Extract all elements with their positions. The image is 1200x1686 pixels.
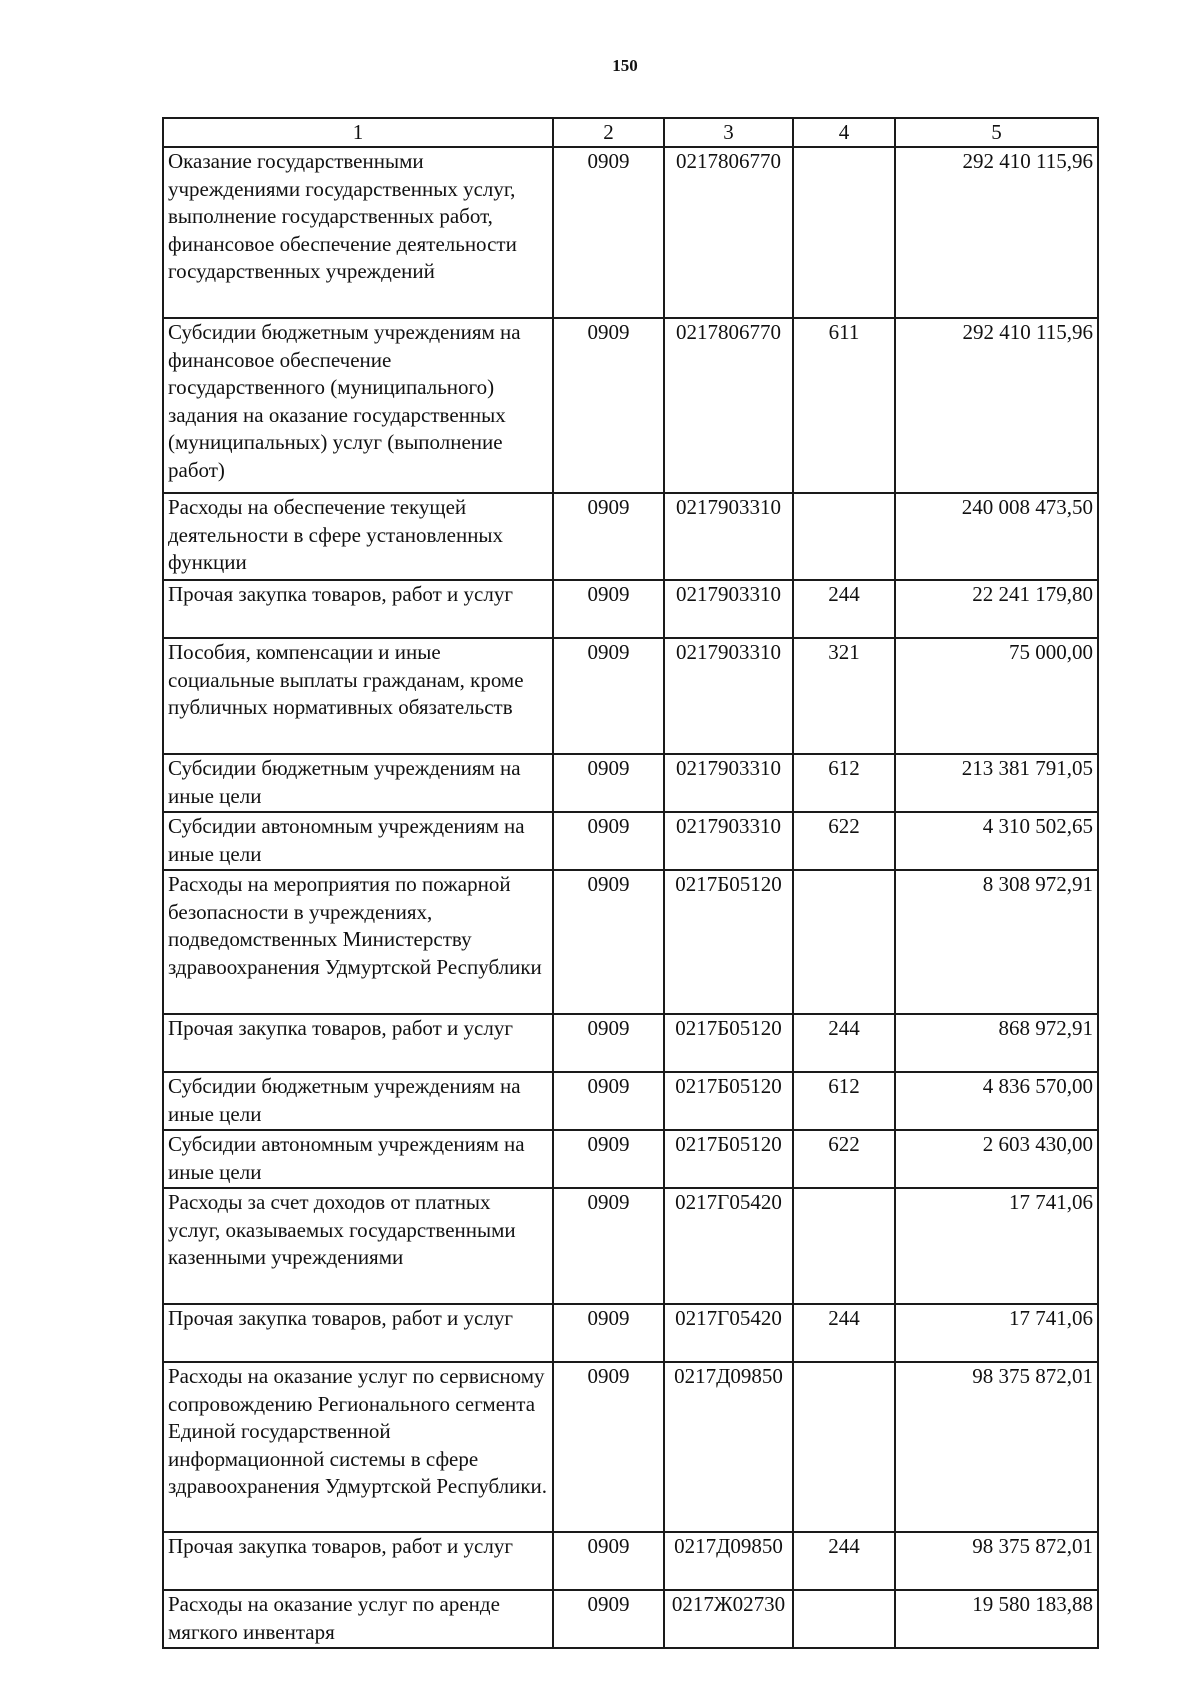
amount: 2 603 430,00 (895, 1130, 1098, 1188)
header-row (163, 118, 1098, 147)
target-code: 0217903310 (664, 493, 793, 580)
table-row (163, 870, 1098, 1014)
expense-name: Прочая закупка товаров, работ и услуг (163, 1014, 553, 1072)
expense-name: Субсидии бюджетным учреждениям на иные цели (163, 1072, 553, 1130)
amount: 292 410 115,96 (895, 318, 1098, 493)
expense-type (793, 1188, 895, 1304)
table-row (163, 1304, 1098, 1362)
expense-name: Субсидии бюджетным учреждениям на иные цели (163, 754, 553, 812)
column-header: 2 (553, 118, 664, 147)
section-code: 0909 (553, 493, 664, 580)
amount: 4 310 502,65 (895, 812, 1098, 870)
table-row (163, 580, 1098, 638)
budget-table (162, 117, 1099, 1649)
target-code: 0217Г05420 (664, 1304, 793, 1362)
section-code: 0909 (553, 638, 664, 754)
target-code: 0217Б05120 (664, 870, 793, 1014)
expense-type (793, 147, 895, 318)
expense-type (793, 1590, 895, 1648)
table-row (163, 1014, 1098, 1072)
expense-type (793, 870, 895, 1014)
table-row (163, 1130, 1098, 1188)
table-row (163, 147, 1098, 318)
page-number: 150 (612, 56, 638, 75)
table-row (163, 1072, 1098, 1130)
section-code: 0909 (553, 318, 664, 493)
expense-type (793, 1362, 895, 1532)
section-code: 0909 (553, 1304, 664, 1362)
expense-name: Расходы за счет доходов от платных услуг, оказываемых государственными казенными учреждениями (163, 1188, 553, 1304)
target-code: 0217Д09850 (664, 1362, 793, 1532)
amount: 98 375 872,01 (895, 1362, 1098, 1532)
section-code: 0909 (553, 754, 664, 812)
amount: 22 241 179,80 (895, 580, 1098, 638)
expense-name: Прочая закупка товаров, работ и услуг (163, 1532, 553, 1590)
table-row (163, 1590, 1098, 1648)
column-header: 4 (793, 118, 895, 147)
section-code: 0909 (553, 580, 664, 638)
amount: 213 381 791,05 (895, 754, 1098, 812)
target-code: 0217903310 (664, 638, 793, 754)
amount: 17 741,06 (895, 1304, 1098, 1362)
column-header: 5 (895, 118, 1098, 147)
section-code: 0909 (553, 1072, 664, 1130)
expense-name: Прочая закупка товаров, работ и услуг (163, 1304, 553, 1362)
amount: 8 308 972,91 (895, 870, 1098, 1014)
expense-type: 244 (793, 1532, 895, 1590)
table-row (163, 1532, 1098, 1590)
target-code: 0217Б05120 (664, 1014, 793, 1072)
section-code: 0909 (553, 1590, 664, 1648)
expense-type: 612 (793, 1072, 895, 1130)
expense-name: Оказание государственными учреждениями государственных услуг, выполнение государственных работ, финансовое обеспечение деятельности государственных учреждений (163, 147, 553, 318)
target-code: 0217903310 (664, 812, 793, 870)
expense-name: Пособия, компенсации и иные социальные выплаты гражданам, кроме публичных нормативных обязательств (163, 638, 553, 754)
section-code: 0909 (553, 1014, 664, 1072)
section-code: 0909 (553, 147, 664, 318)
expense-type: 612 (793, 754, 895, 812)
amount: 98 375 872,01 (895, 1532, 1098, 1590)
expense-name: Субсидии автономным учреждениям на иные цели (163, 1130, 553, 1188)
expense-type: 244 (793, 1014, 895, 1072)
table-row (163, 493, 1098, 580)
expense-name: Расходы на мероприятия по пожарной безопасности в учреждениях, подведомственных Министерству здравоохранения Удмуртской Республики (163, 870, 553, 1014)
section-code: 0909 (553, 1532, 664, 1590)
table-row (163, 1188, 1098, 1304)
expense-type (793, 493, 895, 580)
expense-name: Субсидии бюджетным учреждениям на финансовое обеспечение государственного (муниципального) задания на оказание государственных (муниципальных) услуг (выполнение работ) (163, 318, 553, 493)
expense-type: 622 (793, 812, 895, 870)
target-code: 0217Б05120 (664, 1130, 793, 1188)
target-code: 0217903310 (664, 580, 793, 638)
table-row (163, 638, 1098, 754)
table-row (163, 812, 1098, 870)
expense-name: Прочая закупка товаров, работ и услуг (163, 580, 553, 638)
amount: 17 741,06 (895, 1188, 1098, 1304)
target-code: 0217Б05120 (664, 1072, 793, 1130)
expense-type: 622 (793, 1130, 895, 1188)
section-code: 0909 (553, 1130, 664, 1188)
expense-name: Расходы на оказание услуг по аренде мягкого инвентаря (163, 1590, 553, 1648)
section-code: 0909 (553, 812, 664, 870)
column-header: 1 (163, 118, 553, 147)
section-code: 0909 (553, 870, 664, 1014)
amount: 292 410 115,96 (895, 147, 1098, 318)
amount: 75 000,00 (895, 638, 1098, 754)
target-code: 0217Г05420 (664, 1188, 793, 1304)
target-code: 0217806770 (664, 318, 793, 493)
target-code: 0217806770 (664, 147, 793, 318)
column-header: 3 (664, 118, 793, 147)
expense-name: Субсидии автономным учреждениям на иные цели (163, 812, 553, 870)
expense-type: 244 (793, 1304, 895, 1362)
table-row (163, 318, 1098, 493)
table-row (163, 1362, 1098, 1532)
amount: 4 836 570,00 (895, 1072, 1098, 1130)
expense-type: 321 (793, 638, 895, 754)
target-code: 0217Ж02730 (664, 1590, 793, 1648)
section-code: 0909 (553, 1362, 664, 1532)
table-row (163, 754, 1098, 812)
amount: 19 580 183,88 (895, 1590, 1098, 1648)
target-code: 0217903310 (664, 754, 793, 812)
section-code: 0909 (553, 1188, 664, 1304)
amount: 240 008 473,50 (895, 493, 1098, 580)
target-code: 0217Д09850 (664, 1532, 793, 1590)
expense-name: Расходы на обеспечение текущей деятельности в сфере установленных функции (163, 493, 553, 580)
expense-name: Расходы на оказание услуг по сервисному сопровождению Регионального сегмента Единой государственной информационной системы в сфере здравоохранения Удмуртской Республики. (163, 1362, 553, 1532)
expense-type: 611 (793, 318, 895, 493)
expense-type: 244 (793, 580, 895, 638)
amount: 868 972,91 (895, 1014, 1098, 1072)
